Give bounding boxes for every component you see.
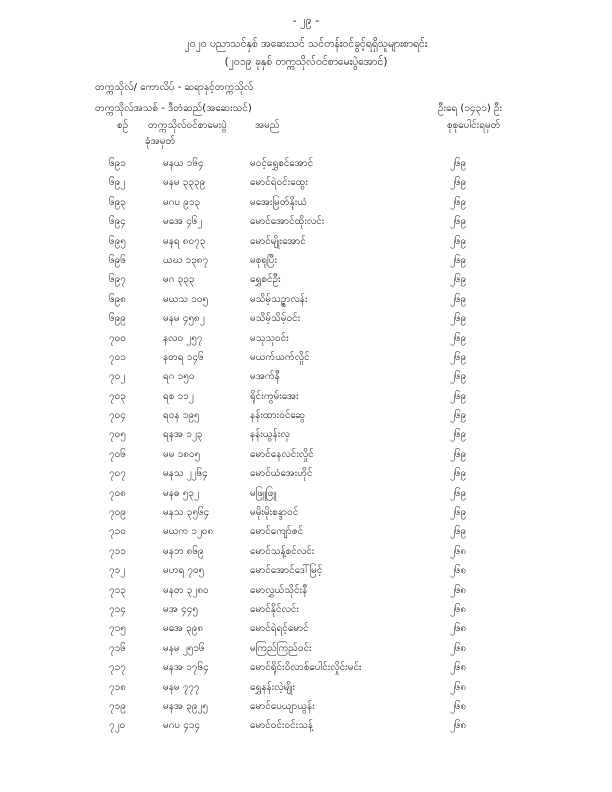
page-number: - ၂၉ -: [292, 14, 320, 27]
seat-number: ယဃ ၁၃၈၇: [163, 254, 209, 266]
serial-number: ၆၉၉: [109, 313, 126, 325]
serial-number: ၇၁၆: [109, 642, 126, 654]
total-marks: ၂၆၉: [450, 429, 467, 441]
table-row: [0, 602, 612, 621]
document-subtitle: (၂၀၁၉ ခုနှစ် တက္ကသိုလ်ဝင်စာမေးပွဲအောင်): [224, 56, 388, 68]
student-name: မကြည်ကြည်ဝင်း: [250, 642, 312, 654]
total-marks: ၂၆၈: [450, 603, 467, 615]
total-marks: ၂၆၉: [450, 196, 467, 208]
serial-number: ၇၁၅: [109, 623, 126, 635]
student-name: မသိမ့်သဉ္ဇာလန်း: [250, 293, 308, 305]
seat-number: မနမ ၄၅၈၂: [163, 313, 205, 325]
student-name: မောင်ယံအေးဟိုင်: [250, 468, 313, 480]
table-row: [0, 214, 612, 233]
seat-number: မဂ ၃၃၃: [163, 274, 195, 286]
serial-number: ၆၉၃: [109, 196, 126, 208]
serial-number: ၇၁၄: [109, 603, 126, 615]
seat-number: မနမ ၇၇၇: [163, 681, 200, 693]
total-marks: ၂၆၉: [450, 487, 467, 499]
table-row: [0, 272, 612, 291]
total-marks: ၂၆၈: [450, 545, 467, 557]
serial-number: ၇၁၁: [109, 545, 126, 557]
total-marks: ၂၆၉: [450, 507, 467, 519]
seat-number: မနမ ၃၃၃၉: [163, 177, 206, 189]
student-name: မောင်မျိုးအောင်: [250, 235, 306, 247]
table-row: [0, 447, 612, 466]
student-name: မအက်နီ: [250, 371, 280, 383]
table-row: [0, 505, 612, 524]
total-marks: ၂၆၉: [450, 390, 467, 402]
serial-number: ၆၉၆: [109, 254, 126, 266]
serial-number: ၇၀၄: [109, 410, 126, 422]
table-row: [0, 621, 612, 640]
student-name: မောင်ကျော်ဇင်: [250, 526, 304, 538]
serial-number: ၇၁၀: [109, 526, 126, 538]
column-header-serial: စဉ်: [117, 120, 129, 131]
total-marks: ၂၆၉: [450, 158, 467, 169]
serial-number: ၆၉၈: [109, 293, 126, 305]
serial-number: ၇၀၀: [109, 332, 126, 344]
table-row: [0, 524, 612, 543]
seat-number: မဂပ ၄၁၄: [163, 720, 201, 732]
student-name: မောင်အောင်ဒေါ်မြင့်: [250, 565, 323, 577]
seat-number: မဂပ ၉၁၃: [163, 196, 201, 208]
seat-number: ရစ ၁၁၂: [163, 390, 194, 402]
seat-number: မနသ ၃၅၆၄: [163, 507, 210, 519]
total-marks: ၂၆၈: [450, 681, 467, 693]
seat-number: မနရ ၈၀၇၃: [163, 235, 206, 247]
student-name: မောင်ပေယျာယွန်း: [250, 700, 315, 712]
total-marks: ၂၆၉: [450, 351, 467, 363]
total-marks: ၂၆၉: [450, 410, 467, 422]
seat-number: မမ ၁၈၀၅: [163, 448, 201, 460]
total-marks: ၂၆၉: [450, 313, 467, 325]
table-row: [0, 583, 612, 602]
student-name: မောင်ဝင်းဝင်းသန့်: [250, 720, 314, 732]
table-row: [0, 350, 612, 369]
serial-number: ၇၀၇: [109, 468, 126, 480]
table-row: [0, 660, 612, 679]
student-name: မသုသုဝင်း: [250, 332, 289, 344]
table-row: [0, 369, 612, 388]
seat-number: မနသ ၂၂၆၄: [163, 468, 208, 480]
serial-number: ၇၁၇: [109, 662, 126, 674]
total-marks: ၂၆၉: [450, 468, 467, 480]
table-row: [0, 253, 612, 272]
student-name: ရိုင်းကွမ်းအေး: [250, 390, 299, 402]
serial-number: ၆၉၅: [109, 235, 126, 247]
table-row: [0, 156, 612, 175]
student-name: မဖြူဖြူ: [250, 487, 277, 499]
total-marks: ၂၆၉: [450, 177, 467, 189]
serial-number: ၇၀၉: [109, 507, 126, 519]
student-name: မောင်နိုင်လင်း: [250, 603, 299, 615]
seat-number: ရနအ ၁၂၃: [163, 429, 203, 441]
serial-number: ၇၀၆: [109, 448, 126, 460]
serial-number: ၇၁၃: [109, 584, 126, 596]
seat-number: မနဘ ၈၆၉: [163, 545, 204, 557]
total-marks: ၂၆၉: [450, 371, 467, 383]
table-row: [0, 234, 612, 253]
total-marks: ၂၆၈: [450, 662, 467, 674]
seat-number: မယသ ၁၀၅: [163, 293, 209, 305]
document-title: ၂၀၂၀ ပညာသင်နှစ် အဆေးသင် သင်တန်းဝင်ခွင့်ရရှိသူများစာရင်း: [184, 38, 428, 50]
seat-number: မနတ ၃၂၈၀: [163, 584, 209, 596]
serial-number: ၆၉၂: [109, 177, 126, 189]
seat-number: မနအ ၁၇၆၄: [163, 662, 209, 674]
table-row: [0, 292, 612, 311]
university-label: တက္ကသိုလ်/ ကောလိပ် - ဆရာနှင့်တက္ကသိုလ်: [95, 82, 254, 93]
serial-number: ၆၉၄: [109, 216, 126, 228]
seat-number: မနဓ ၅၃၂: [163, 487, 199, 499]
serial-number: ၇၀၅: [109, 429, 126, 441]
table-row: [0, 466, 612, 485]
student-name: မောင်သန့်စင်လင်း: [250, 545, 315, 557]
table-row: [0, 331, 612, 350]
student-name: မမိုးမိုးစန္ဒာဝင်: [250, 507, 299, 519]
total-marks: ၂၆၉: [450, 235, 467, 247]
table-row: [0, 641, 612, 660]
student-name: မသိမ့်သိမ့်ဝင်း: [250, 313, 301, 325]
column-header-seat-number: ခုံအမှတ်: [145, 136, 176, 147]
total-marks: ၂၆၉: [450, 274, 467, 286]
seat-number: ရဝန ၁၉၅: [163, 410, 200, 422]
serial-number: ၇၀၂: [109, 371, 126, 383]
total-marks: ၂၆၉: [450, 332, 467, 344]
table-row: [0, 408, 612, 427]
table-row: [0, 544, 612, 563]
student-name: ရွှေစင်ဦး: [250, 274, 281, 286]
table-row: [0, 427, 612, 446]
table-row: [0, 195, 612, 214]
seat-number: ရဂ ၁၅၀: [163, 371, 195, 383]
total-marks: ၂၆၉: [450, 526, 467, 538]
seat-number: မနအ ၃၉၂၅: [163, 700, 209, 712]
student-name: မောင်ရဲဝင်းထွေး: [250, 177, 308, 189]
seat-number: မအ ၄၄၅: [163, 603, 198, 615]
seat-number: မယက ၁၂၀၈: [163, 526, 214, 538]
total-marks: ၂၆၈: [450, 623, 467, 635]
student-name: ရွှေနန်းလဲ့မျိုး: [250, 681, 295, 693]
table-row: [0, 699, 612, 718]
column-header-total-marks: စုစုပေါင်းရမှတ်: [447, 120, 501, 131]
student-name: မောင်အောင်ထိုးလင်း: [250, 216, 325, 228]
total-marks: ၂၆၈: [450, 720, 467, 732]
seat-number: မဟရ ၇၀၅: [163, 565, 205, 577]
student-name: မဝင့်ရွှေစင်အောင်: [250, 158, 314, 169]
serial-number: ၇၀၈: [109, 487, 126, 499]
student-name: မောလွှယ်သိုင်းနီ: [250, 584, 308, 596]
seat-number: မနမ ၂၅၁၆: [163, 642, 205, 654]
student-name: မောင်ရဲရင့်မောင်: [250, 623, 309, 635]
seat-number: နလဝ ၂၅၇: [163, 332, 203, 344]
serial-number: ၇၁၂: [109, 565, 126, 577]
table-row: [0, 389, 612, 408]
student-name: မစုရုပြီး: [250, 254, 278, 266]
student-name: နန်းယွန်းလှ: [250, 429, 290, 441]
serial-number: ၇၀၁: [109, 351, 126, 363]
seat-number: မအေ ၄၆၂: [163, 216, 203, 228]
table-row: [0, 175, 612, 194]
student-name: မအေးမြတ်နိုးယံ: [250, 196, 308, 208]
student-list: [0, 156, 612, 738]
total-marks: ၂၆၉: [450, 216, 467, 228]
table-row: [0, 311, 612, 330]
serial-number: ၆၉၇: [109, 274, 126, 286]
new-university-label: တက္ကသိုလ်အသစ် - ဒီတံဆည်(အဆေးသင်): [95, 103, 252, 114]
column-header-exam-seat: တက္ကသိုလ်ဝင်စာမေးပွဲ: [148, 120, 227, 131]
table-row: [0, 563, 612, 582]
serial-number: ၆၉၁: [109, 158, 126, 169]
seat-number: မနယ ၁၆၄: [163, 158, 204, 169]
column-header-name: အမည်: [255, 120, 280, 131]
student-name: မောင်ရိုင်းဝိလာစ်ပေါင်းလှိုင်းမင်း: [250, 662, 362, 674]
seat-number: မအေ ၃၉၈: [163, 623, 204, 635]
serial-number: ၇၀၃: [109, 390, 126, 402]
total-marks: ၂၆၈: [450, 565, 467, 577]
total-marks: ၂၆၉: [450, 254, 467, 266]
total-marks: ၂၆၉: [450, 293, 467, 305]
table-row: [0, 680, 612, 699]
student-name: မယက်ယက်လှိုင်: [250, 351, 310, 363]
student-name: နန်းထားဝင်ဆွေ: [250, 410, 306, 422]
serial-number: ၇၁၉: [109, 700, 126, 712]
total-marks: ၂၆၈: [450, 584, 467, 596]
serial-number: ၇၂၀: [109, 720, 126, 732]
total-marks: ၂၆၈: [450, 642, 467, 654]
table-row: [0, 486, 612, 505]
total-marks: ၂၆၈: [450, 700, 467, 712]
table-row: [0, 718, 612, 737]
serial-number: ၇၁၈: [109, 681, 126, 693]
total-marks: ၂၆၉: [450, 448, 467, 460]
total-count-label: ဦးရေ (၁၄၃၁) ဦး: [438, 103, 503, 114]
student-name: မောင်နေလင်းလှိုင်: [250, 448, 314, 460]
seat-number: နတရ ၁၄၆: [163, 351, 204, 363]
